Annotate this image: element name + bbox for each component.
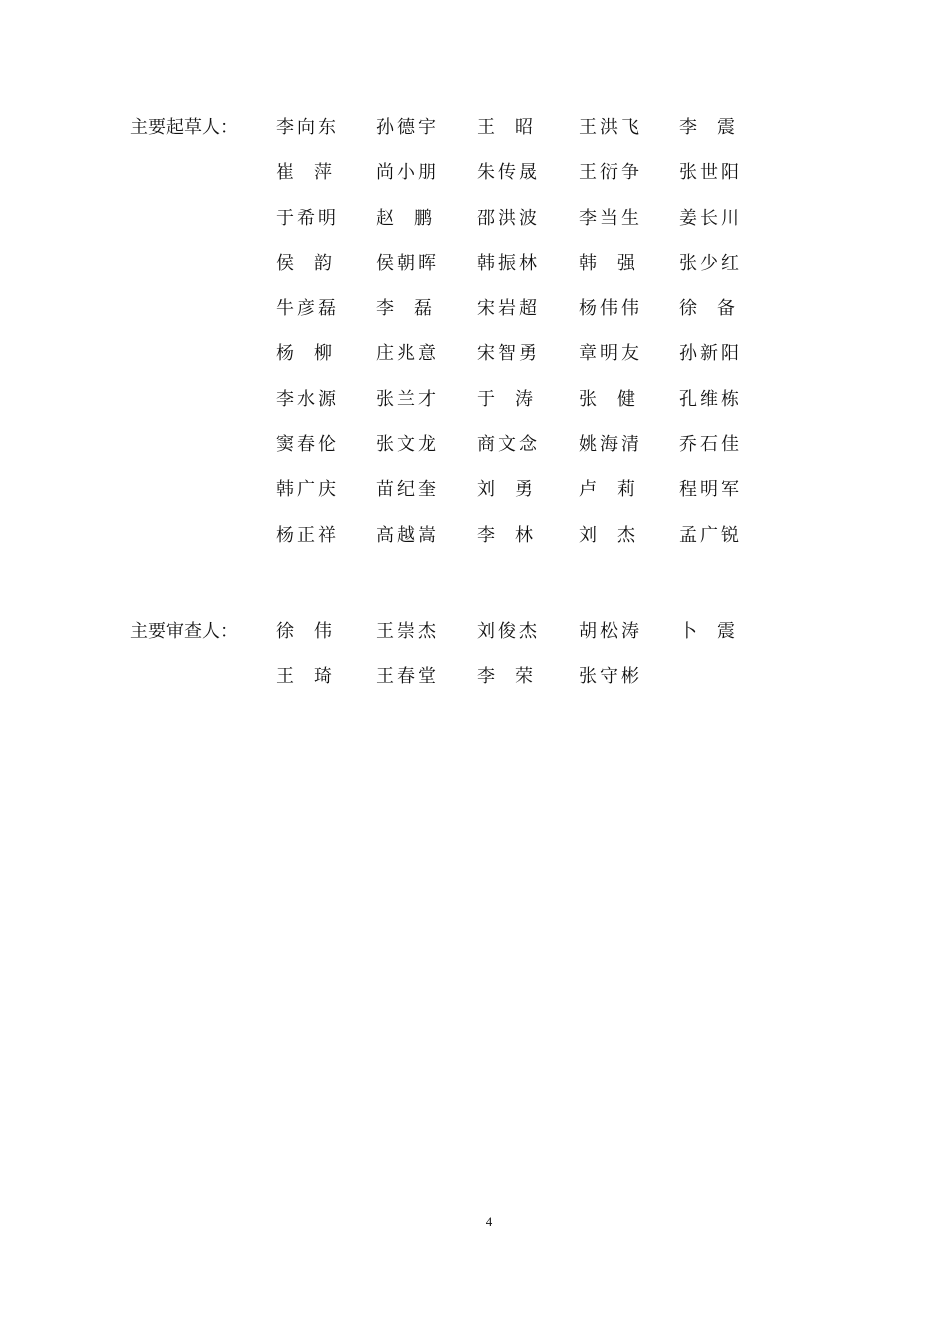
drafter-name: 韩振林 [477, 252, 537, 274]
drafter-name: 刘 勇 [477, 479, 533, 501]
drafter-name: 张少红 [679, 252, 739, 274]
drafter-name: 杨正祥 [276, 524, 336, 546]
drafter-name: 卢 莉 [579, 479, 635, 501]
drafter-name: 李 磊 [376, 298, 432, 320]
reviewer-name: 张守彬 [579, 666, 639, 688]
drafter-name: 牛彦磊 [276, 298, 336, 320]
drafter-name: 尚小朋 [376, 162, 436, 184]
reviewer-name: 王春堂 [376, 666, 436, 688]
drafter-name: 朱传晟 [477, 162, 537, 184]
drafter-name: 杨伟伟 [579, 298, 639, 320]
drafter-name: 孟广锐 [679, 524, 739, 546]
drafter-name: 李当生 [579, 207, 639, 229]
drafter-name: 侯朝晖 [376, 252, 436, 274]
drafter-name: 徐 备 [679, 298, 735, 320]
reviewer-name: 李 荣 [477, 666, 533, 688]
drafter-name: 商文念 [477, 434, 537, 456]
drafter-name: 张世阳 [679, 162, 739, 184]
drafter-name: 庄兆意 [376, 343, 436, 365]
drafter-name: 孙新阳 [679, 343, 739, 365]
reviewer-name: 王崇杰 [376, 621, 436, 642]
reviewers-label: 主要审查人： [130, 621, 238, 642]
drafter-name: 孙德宇 [376, 117, 436, 138]
drafter-name: 邵洪波 [477, 207, 537, 229]
drafter-name: 于希明 [276, 207, 336, 229]
reviewer-name: 徐 伟 [276, 621, 332, 642]
drafter-name: 乔石佳 [679, 434, 739, 456]
drafter-name: 宋岩超 [477, 298, 537, 320]
drafter-name: 苗纪奎 [376, 479, 436, 501]
reviewer-name: 卜 震 [679, 621, 735, 642]
drafter-name: 崔 萍 [276, 162, 332, 184]
drafter-name: 孔维栋 [679, 388, 739, 410]
drafter-name: 刘 杰 [579, 524, 635, 546]
reviewer-name: 刘俊杰 [477, 621, 537, 642]
drafter-name: 王 昭 [477, 117, 533, 138]
drafter-name: 张 健 [579, 388, 635, 410]
drafter-name: 于 涛 [477, 388, 533, 410]
drafter-name: 张文龙 [376, 434, 436, 456]
drafter-name: 窦春伦 [276, 434, 336, 456]
drafter-name: 王衍争 [579, 162, 639, 184]
drafter-name: 姚海清 [579, 434, 639, 456]
drafter-name: 李水源 [276, 388, 336, 410]
drafter-name: 杨 柳 [276, 343, 332, 365]
drafter-name: 姜长川 [679, 207, 739, 229]
reviewer-name: 胡松涛 [579, 621, 639, 642]
drafter-name: 王洪飞 [579, 117, 639, 138]
drafter-name: 张兰才 [376, 388, 436, 410]
drafter-name: 李向东 [276, 117, 336, 138]
drafter-name: 李 震 [679, 117, 735, 138]
page-number: 4 [485, 1214, 493, 1229]
drafter-name: 赵 鹏 [376, 207, 432, 229]
drafter-name: 宋智勇 [477, 343, 537, 365]
drafter-name: 李 林 [477, 524, 533, 546]
drafter-name: 侯 韵 [276, 252, 332, 274]
drafter-name: 韩广庆 [276, 479, 336, 501]
drafter-name: 韩 强 [579, 252, 635, 274]
drafter-name: 章明友 [579, 343, 639, 365]
reviewer-name: 王 琦 [276, 666, 332, 688]
drafter-name: 程明军 [679, 479, 739, 501]
drafters-label: 主要起草人： [130, 117, 238, 138]
drafter-name: 高越嵩 [376, 524, 436, 546]
